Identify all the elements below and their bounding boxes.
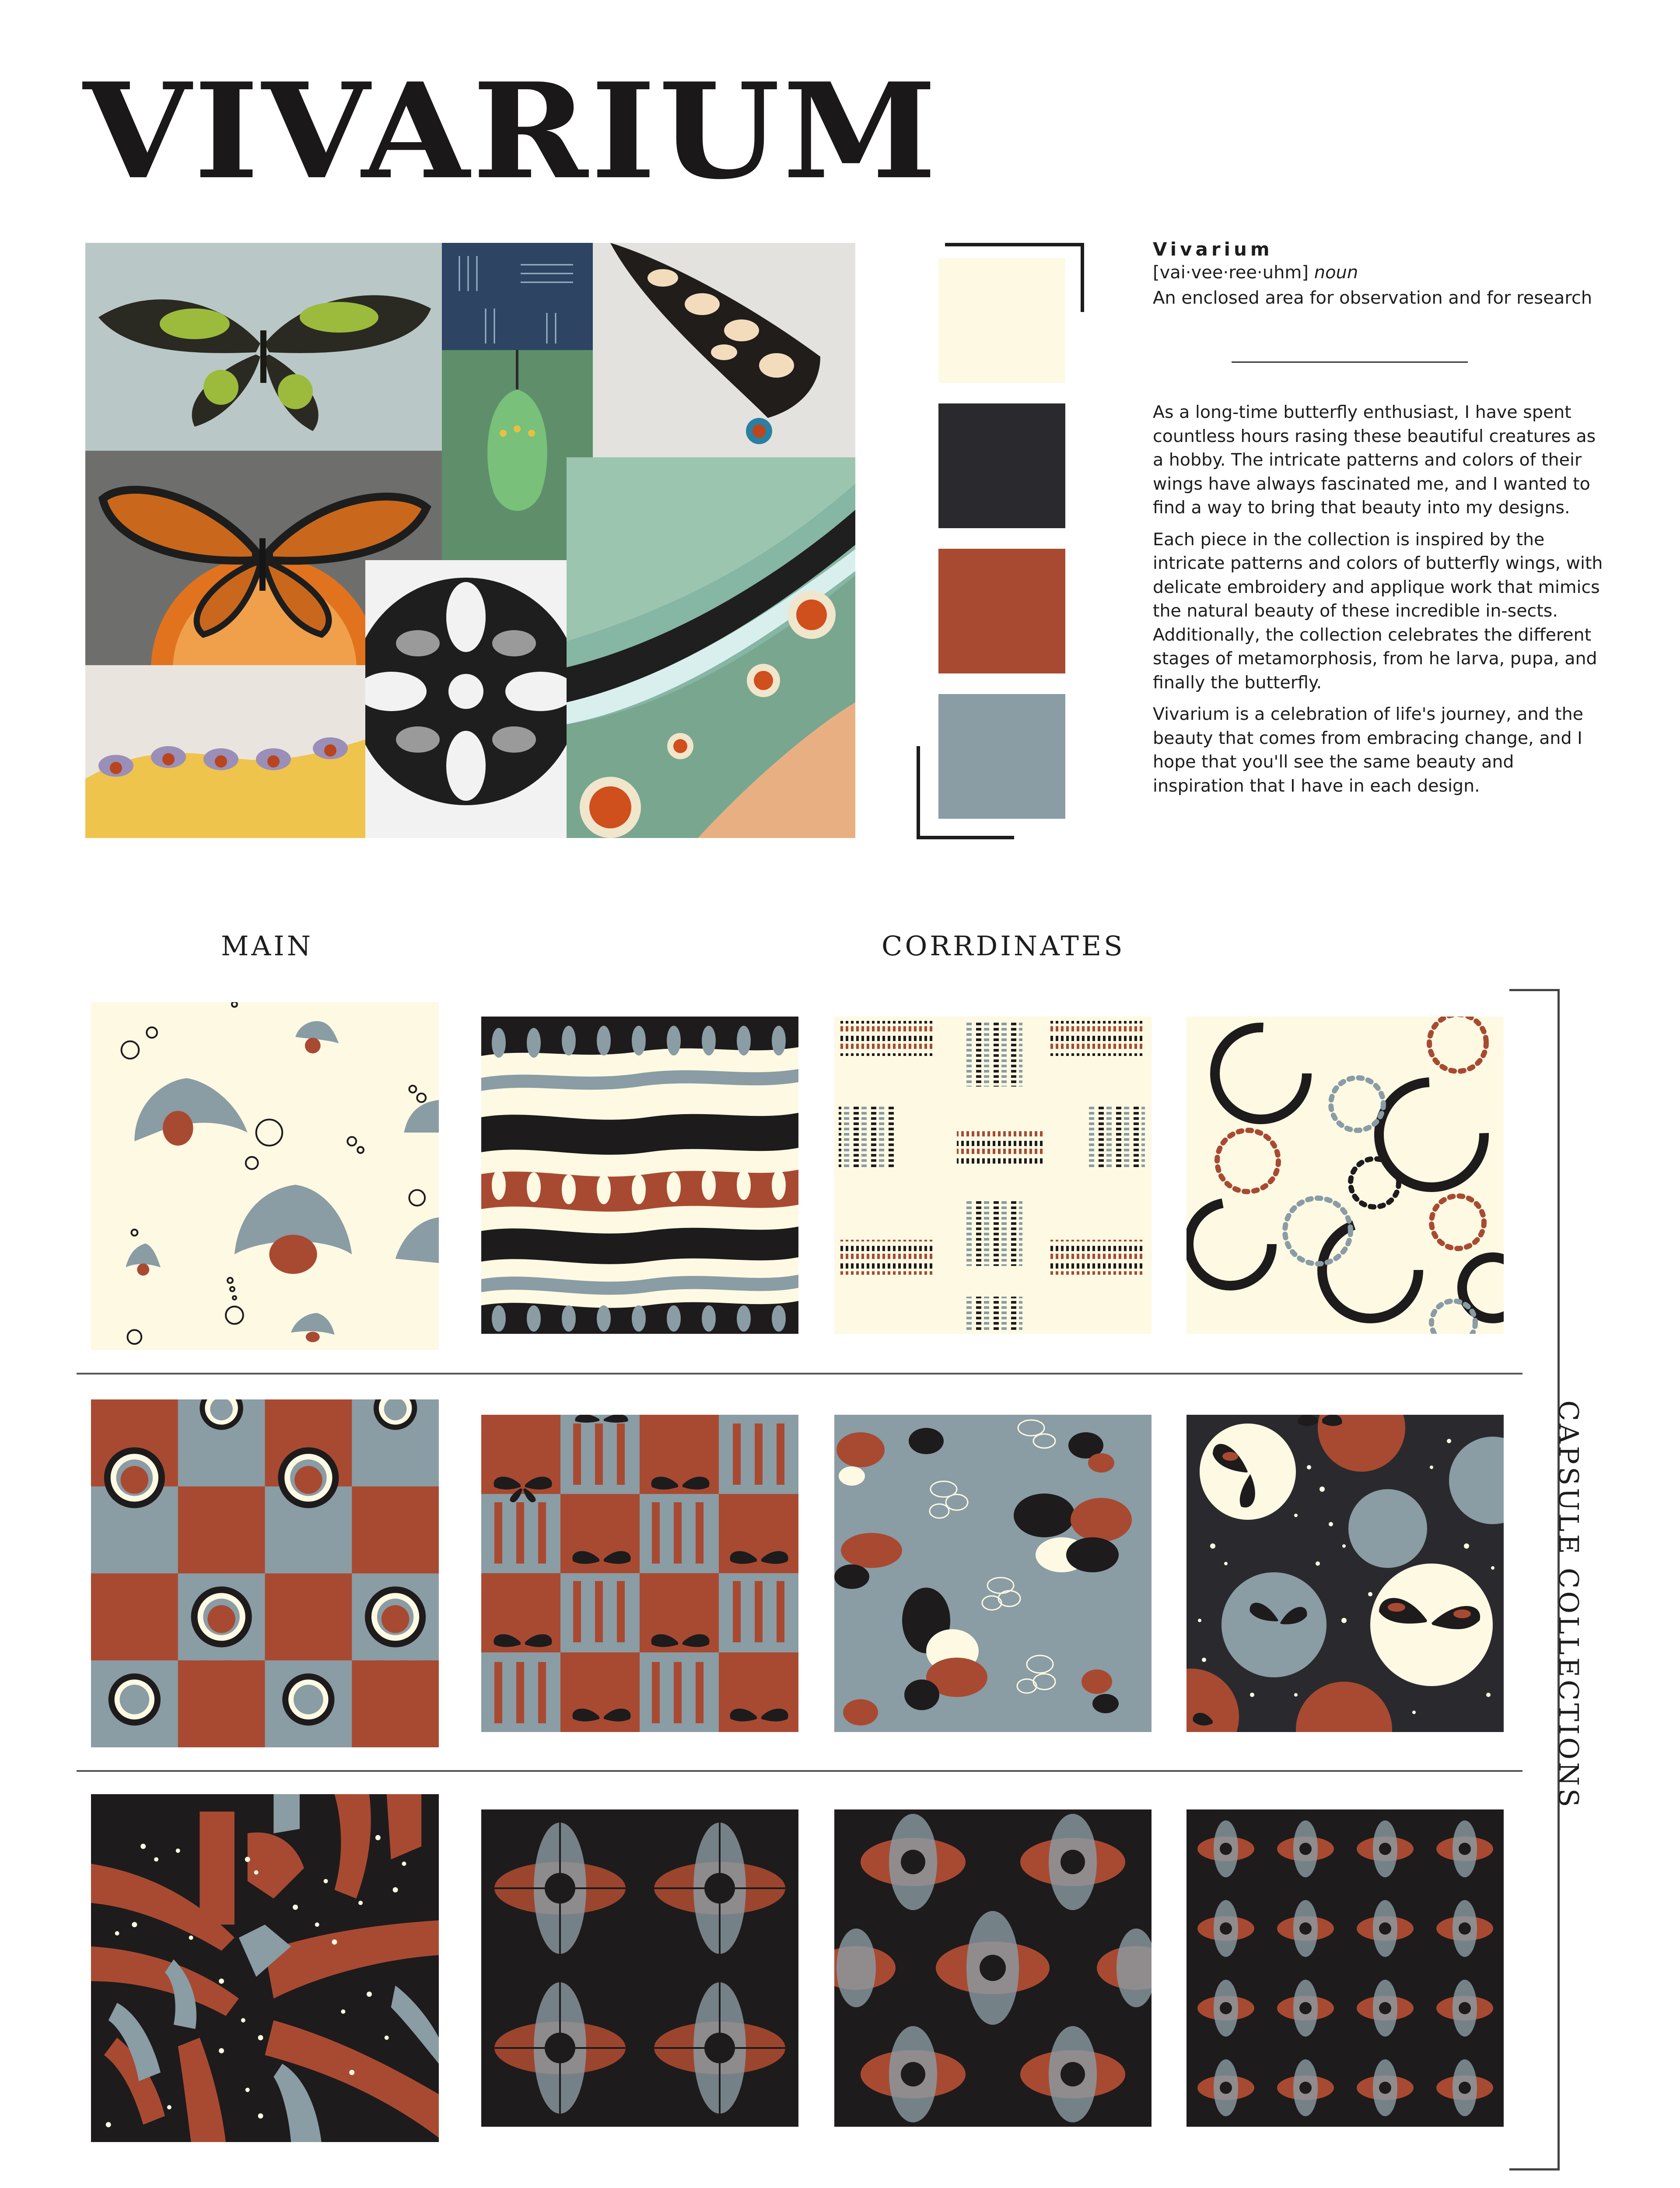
description-paragraph: As a long-time butterfly enthusiast, I have spent countless hours rasing these beautiful creatures as a hobby. The intricate patterns and colors of their wings have always fascinated me, and I wanted to find a way to bring that beauty into my designs. xyxy=(1153,402,1596,518)
mood-board-collage xyxy=(85,243,855,838)
divider xyxy=(1232,361,1468,363)
definition-pronunciation: [vai·vee·ree·uhm] noun xyxy=(1153,263,1358,283)
malachite-butterfly-photo xyxy=(85,243,442,451)
swatch-slate xyxy=(938,694,1065,819)
section-main-heading: MAIN xyxy=(221,930,313,962)
pattern-coordinate-moon-butterflies xyxy=(1186,1415,1504,1732)
pattern-coordinate-monarch-kaleidoscope-1 xyxy=(481,1809,798,2127)
capsule-collections-bracket xyxy=(1509,989,1560,2170)
description-text xyxy=(1153,400,1603,806)
pattern-coordinate-checker-butterflies xyxy=(481,1415,798,1732)
description-paragraph: Each piece in the collection is inspired by the intricate patterns and colors of butterfly wings, with delicate embroidery and applique work that mimics the natural beauty of these incredible in-sects. Additionally, the collection celebrates the different stages of metamorphosis, from he larva, pupa, and finally the butterfly. xyxy=(1153,529,1603,693)
section-coordinates-heading: CORRDINATES xyxy=(882,930,1125,962)
pattern-main-wing-scales xyxy=(91,1794,439,2142)
capsule-collections-label: CAPSULE COLLECTIONS xyxy=(1553,1400,1585,1810)
part-of-speech: noun xyxy=(1314,263,1358,283)
wing-eyespot-closeup-photo xyxy=(567,457,855,838)
pattern-coordinate-monarch-kaleidoscope-2 xyxy=(834,1809,1152,2127)
swatch-charcoal xyxy=(938,403,1065,528)
pattern-coordinate-wave-stripes xyxy=(481,1017,798,1334)
swallowtail-butterfly-photo xyxy=(593,243,855,457)
description-paragraph: Vivarium is a celebration of life's journey, and the beauty that comes from embracing change, and I hope that you'll see the same beauty and inspiration that I have in each design. xyxy=(1153,704,1583,796)
pattern-coordinate-petals xyxy=(834,1415,1152,1732)
definition-meaning: An enclosed area for observation and for research xyxy=(1153,288,1592,308)
swatch-rust xyxy=(938,549,1065,673)
row-divider xyxy=(77,1373,1522,1375)
row-divider xyxy=(77,1770,1522,1772)
indigo-fabric-photo xyxy=(442,243,593,350)
definition-word: Vivarium xyxy=(1153,238,1273,260)
wing-closeup-photo xyxy=(85,665,365,838)
geometric-butterfly-print-photo xyxy=(365,560,567,838)
page-title: VIVARIUM xyxy=(83,54,940,208)
pattern-coordinate-ring-dots xyxy=(1186,1017,1504,1334)
swatch-cream xyxy=(938,258,1065,383)
pattern-coordinate-dash-grid xyxy=(834,1017,1152,1334)
pattern-coordinate-monarch-kaleidoscope-3 xyxy=(1186,1809,1504,2127)
pattern-main-checker-eyespots xyxy=(91,1399,439,1747)
pattern-main-abstract-drops xyxy=(91,1002,439,1350)
